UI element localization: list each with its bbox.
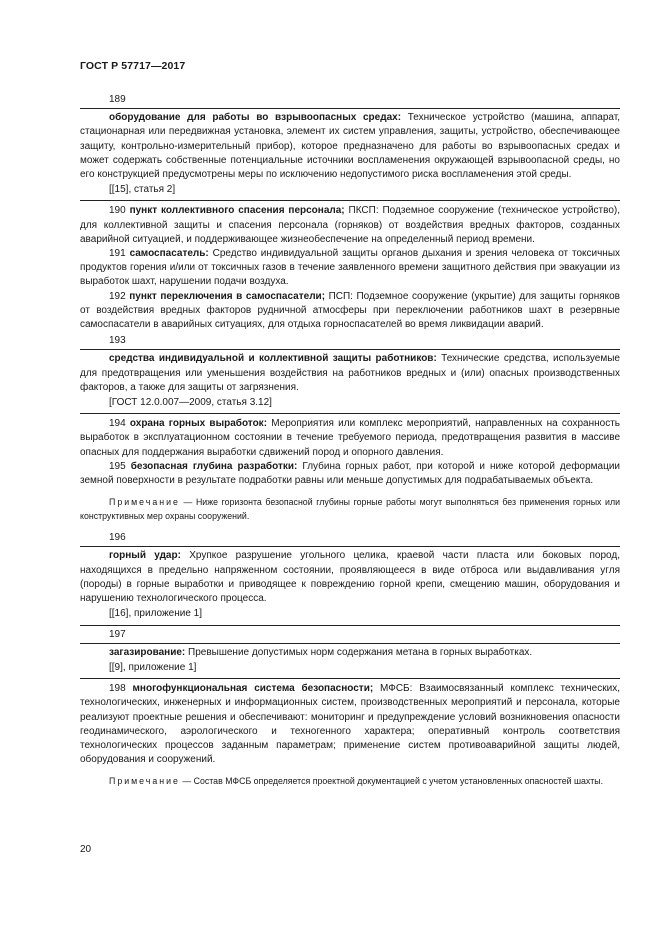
entry-number: 197: [109, 628, 126, 640]
entry-number: 189: [109, 94, 126, 105]
entry-number: 193: [109, 335, 126, 347]
term: средства индивидуальной и коллективной защиты работников:: [109, 353, 437, 365]
note-198: [80, 775, 620, 789]
definition-text: Технические средства, используемые для предотвращения или уменьшения воздействия на работников вредных и (или) опасных производственных факторов, а также для защиты от загрязнения.: [80, 353, 620, 393]
definition-paragraph-192: [80, 290, 620, 333]
definition-paragraph-191: [80, 247, 620, 290]
citation: [[9], приложение 1]: [109, 661, 197, 673]
entry-number: 191: [109, 248, 126, 260]
term: самоспасатель:: [129, 248, 209, 260]
note-text: — Состав МФСБ определяется проектной документацией с учетом установленных опасностей шахты.: [179, 776, 604, 787]
definition-paragraph: [80, 352, 620, 395]
definition-paragraph: [80, 111, 620, 182]
entry-number: 198: [109, 683, 126, 695]
definition-paragraph-190: [80, 204, 620, 247]
entry-number: 196: [109, 532, 126, 544]
term: горный удар:: [109, 550, 181, 562]
term: охрана горных выработок:: [129, 418, 268, 430]
term: загазирование:: [109, 646, 186, 658]
definition-text: Средство индивидуальной защиты органов дыхания и зрения человека от токсичных продуктов горения и/или от токсичных газов в течение заявленного времени защитного действия при эвакуации из выработок шахт, нарушении подачи воздуха.: [80, 248, 621, 288]
term: пункт коллективного спасения персонала;: [129, 205, 345, 217]
entry-number: 190: [109, 205, 126, 217]
entry-number: 192: [109, 290, 126, 302]
definition-text: Хрупкое разрушение угольного целика, краевой части пласта или боковых пород, находящихся в предельно напряженном состоянии, проявляющееся в виде отброса или выдавливания угля (породы) в горные выработки и приводящее к повреждению горной крепи, смещению машин, оборудования и нарушению технологического процесса.: [80, 550, 620, 605]
citation: [[16], приложение 1]: [109, 608, 203, 620]
term: пункт переключения в самоспасатели;: [129, 290, 326, 302]
page-number: 20: [80, 844, 92, 855]
note-label: Примечание: [109, 776, 180, 787]
boxed-definition-189: [80, 108, 620, 201]
definition-paragraph-195: [80, 460, 620, 488]
boxed-definition-197: [80, 643, 620, 679]
term: оборудование для работы во взрывоопасных средах:: [109, 112, 402, 124]
citation: [[15], статья 2]: [109, 184, 176, 196]
note-text: — Ниже горизонта безопасной глубины горные работы могут выполняться без применения горных или конструктивных мер охраны сооружений.: [80, 497, 620, 521]
boxed-definition-196: [80, 546, 620, 625]
document-body: [80, 93, 620, 797]
definition-text: Превышение допустимых норм содержания метана в горных выработках.: [185, 646, 533, 658]
definition-text: Техническое устройство (машина, аппарат, стационарная или передвижная установка, элемент их систем управления, защиты, устройство, обеспечивающее защиту, контрольно-измерительный прибор), которое предназначено для работы во взрывоопасных средах и может содержать собственные потенциальные источники воспламенения окружающей взрывоопасной среды, но его конструкцией предусмотрены меры по исключению недопустимого риска воспламенения этой среды.: [80, 112, 621, 181]
term: безопасная глубина разработки:: [130, 460, 298, 472]
definition-text: Мероприятия или комплекс мероприятий, направленных на сохранность выработок в эксплуатационном состоянии в течение требуемого периода, предотвращения развития в массиве опасных для поддержания выработки сдвижений пород и опорного давления.: [80, 418, 621, 458]
note-label: Примечание: [109, 497, 180, 508]
entry-number: 194: [109, 418, 126, 430]
boxed-definition-193: [80, 349, 620, 414]
definition-text: ПКСП: Подземное сооружение (техническое устройство), для коллективной защиты и спасения персонала (горняков) от воздействия вредных факторов, созданных аварийной ситуацией, и поддерживающее жизнеобеспечение на определенный период времени.: [80, 205, 620, 245]
definition-paragraph-198: [80, 682, 620, 767]
definition-paragraph-194: [80, 417, 620, 460]
definition-text: МФСБ: Взаимосвязанный комплекс технических, технологических, инженерных и информационных систем, производственных мероприятий и персонала, которые реализуют проектные решения и обеспечивают: мониторинг и предупреждение условий возникновения опасности геодинамического, аэрологического и техногенного характера; оперативный контроль соответствия технологических процессов заданным параметрам; применение систем противоаварийной защиты людей, оборудования и сооружений.: [80, 683, 620, 766]
note-195: [80, 496, 620, 523]
document-header: ГОСТ Р 57717—2017: [80, 60, 186, 72]
citation: [ГОСТ 12.0.007—2009, статья 3.12]: [109, 397, 272, 409]
term: многофункциональная система безопасности;: [132, 683, 374, 695]
entry-number: 195: [109, 460, 126, 472]
definition-text: ПСП: Подземное сооружение (укрытие) для защиты горняков от воздействия вредных факторов рудничной атмосферы при переключении работников шахт в резервные самоспасатели в аварийных ситуациях, для отдыха горноспасателей во время ликвидации аварий.: [80, 290, 620, 331]
definition-text: Глубина горных работ, при которой и ниже которой деформации земной поверхности в результате подработки равны или меньше допустимых для подрабатываемых объекта.: [80, 460, 621, 487]
definition-paragraph: [80, 646, 620, 660]
definition-paragraph: [80, 549, 620, 606]
